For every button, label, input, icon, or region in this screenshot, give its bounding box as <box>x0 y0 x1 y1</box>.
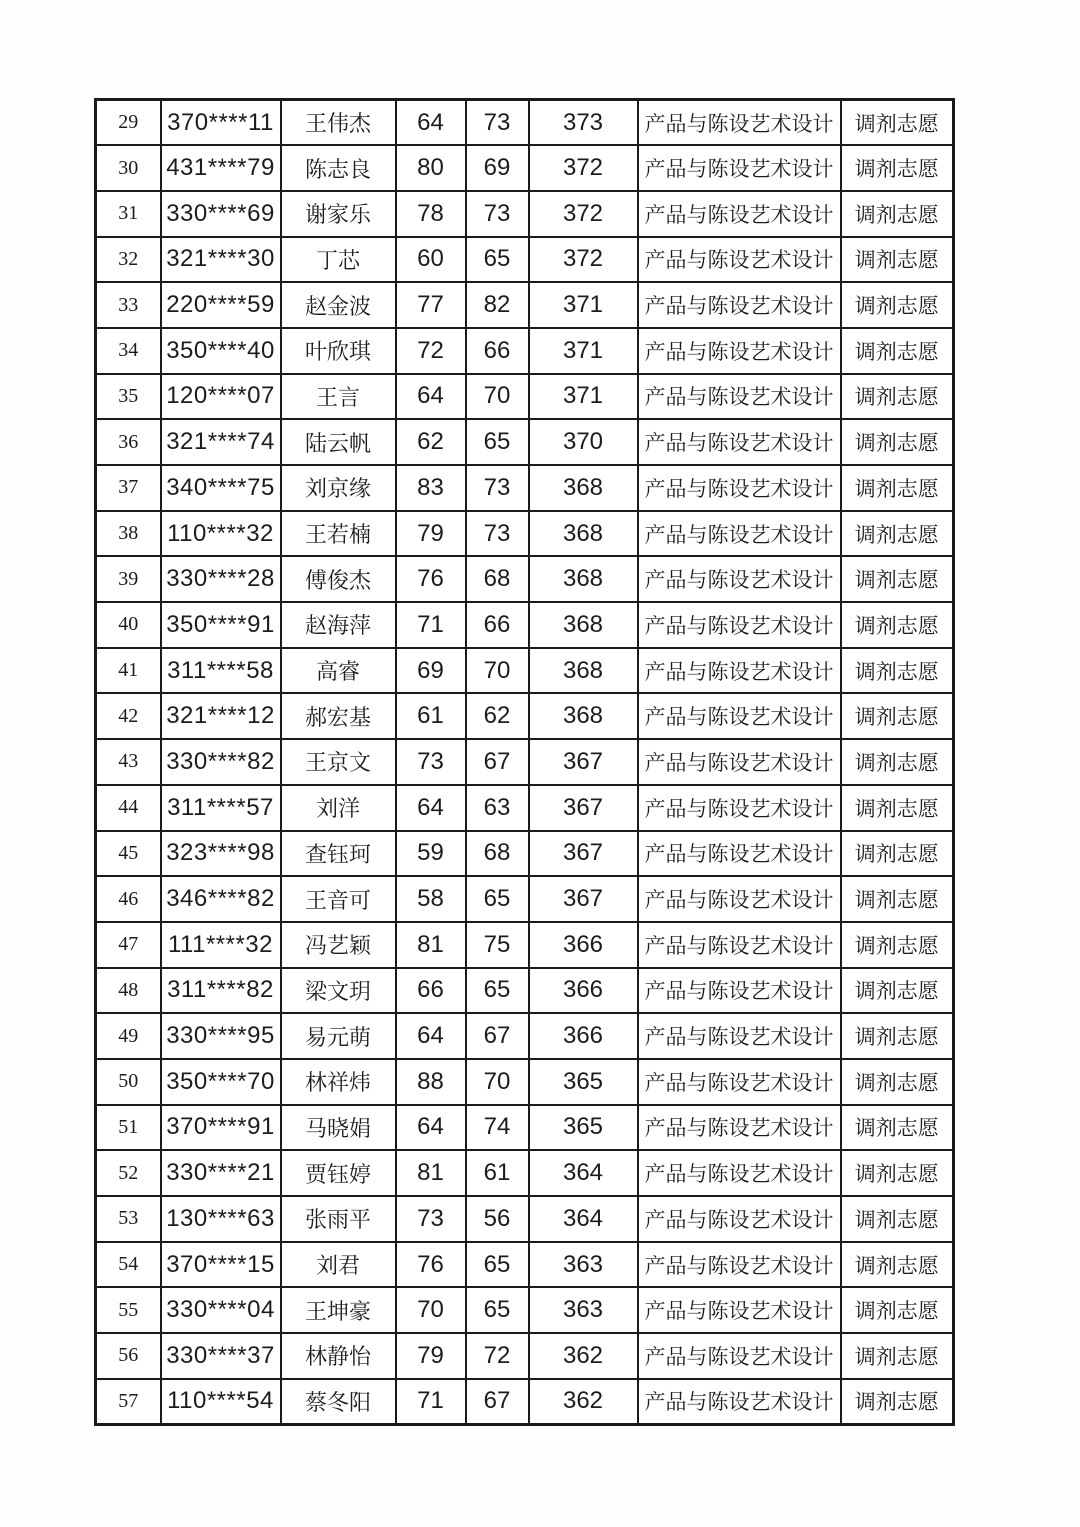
score-1-cell: 70 <box>396 1287 466 1333</box>
major-cell: 产品与陈设艺术设计 <box>638 1333 841 1379</box>
candidate-id-cell: 321****74 <box>161 419 281 465</box>
table-row <box>96 419 954 465</box>
total-score-cell: 368 <box>529 556 638 602</box>
total-score-cell: 372 <box>529 237 638 283</box>
candidate-name-cell: 梁文玥 <box>281 968 396 1014</box>
score-1-cell: 62 <box>396 419 466 465</box>
candidate-id-cell: 431****79 <box>161 145 281 191</box>
row-number-cell: 55 <box>96 1287 161 1333</box>
candidate-name-cell: 贾钰婷 <box>281 1150 396 1196</box>
score-1-cell: 60 <box>396 237 466 283</box>
score-1-cell: 64 <box>396 1105 466 1151</box>
score-2-cell: 73 <box>466 100 529 146</box>
score-2-cell: 74 <box>466 1105 529 1151</box>
score-1-cell: 78 <box>396 191 466 237</box>
score-2-cell: 65 <box>466 968 529 1014</box>
total-score-cell: 365 <box>529 1105 638 1151</box>
score-2-cell: 65 <box>466 1287 529 1333</box>
major-cell: 产品与陈设艺术设计 <box>638 1196 841 1242</box>
score-2-cell: 70 <box>466 648 529 694</box>
score-1-cell: 77 <box>396 282 466 328</box>
total-score-cell: 371 <box>529 328 638 374</box>
candidate-id-cell: 323****98 <box>161 831 281 877</box>
table-row <box>96 1105 954 1151</box>
major-cell: 产品与陈设艺术设计 <box>638 1013 841 1059</box>
candidate-name-cell: 傅俊杰 <box>281 556 396 602</box>
table-row <box>96 191 954 237</box>
table-row <box>96 1379 954 1425</box>
candidate-id-cell: 330****95 <box>161 1013 281 1059</box>
table-row <box>96 1287 954 1333</box>
preference-cell: 调剂志愿 <box>841 831 954 877</box>
score-2-cell: 67 <box>466 1379 529 1425</box>
row-number-cell: 54 <box>96 1242 161 1288</box>
preference-cell: 调剂志愿 <box>841 1333 954 1379</box>
major-cell: 产品与陈设艺术设计 <box>638 876 841 922</box>
preference-cell: 调剂志愿 <box>841 419 954 465</box>
candidate-id-cell: 311****82 <box>161 968 281 1014</box>
score-1-cell: 61 <box>396 693 466 739</box>
table-row <box>96 922 954 968</box>
total-score-cell: 368 <box>529 648 638 694</box>
preference-cell: 调剂志愿 <box>841 1287 954 1333</box>
row-number-cell: 45 <box>96 831 161 877</box>
preference-cell: 调剂志愿 <box>841 922 954 968</box>
score-2-cell: 65 <box>466 1242 529 1288</box>
score-1-cell: 81 <box>396 922 466 968</box>
table-row <box>96 831 954 877</box>
preference-cell: 调剂志愿 <box>841 328 954 374</box>
candidate-id-cell: 370****11 <box>161 100 281 146</box>
row-number-cell: 33 <box>96 282 161 328</box>
major-cell: 产品与陈设艺术设计 <box>638 1287 841 1333</box>
major-cell: 产品与陈设艺术设计 <box>638 145 841 191</box>
candidate-name-cell: 刘洋 <box>281 785 396 831</box>
table-row <box>96 876 954 922</box>
candidate-id-cell: 330****21 <box>161 1150 281 1196</box>
score-1-cell: 71 <box>396 602 466 648</box>
table-row <box>96 693 954 739</box>
preference-cell: 调剂志愿 <box>841 785 954 831</box>
candidate-name-cell: 叶欣琪 <box>281 328 396 374</box>
table-row <box>96 511 954 557</box>
score-2-cell: 72 <box>466 1333 529 1379</box>
total-score-cell: 367 <box>529 739 638 785</box>
score-2-cell: 56 <box>466 1196 529 1242</box>
candidate-id-cell: 350****91 <box>161 602 281 648</box>
candidate-name-cell: 林静怡 <box>281 1333 396 1379</box>
score-2-cell: 69 <box>466 145 529 191</box>
row-number-cell: 42 <box>96 693 161 739</box>
candidate-id-cell: 130****63 <box>161 1196 281 1242</box>
candidate-id-cell: 340****75 <box>161 465 281 511</box>
preference-cell: 调剂志愿 <box>841 237 954 283</box>
row-number-cell: 52 <box>96 1150 161 1196</box>
major-cell: 产品与陈设艺术设计 <box>638 922 841 968</box>
score-2-cell: 67 <box>466 739 529 785</box>
candidate-id-cell: 330****69 <box>161 191 281 237</box>
score-2-cell: 67 <box>466 1013 529 1059</box>
candidate-id-cell: 370****91 <box>161 1105 281 1151</box>
row-number-cell: 37 <box>96 465 161 511</box>
row-number-cell: 53 <box>96 1196 161 1242</box>
score-2-cell: 65 <box>466 237 529 283</box>
score-2-cell: 70 <box>466 374 529 420</box>
score-2-cell: 66 <box>466 602 529 648</box>
table-row <box>96 1013 954 1059</box>
major-cell: 产品与陈设艺术设计 <box>638 1379 841 1425</box>
total-score-cell: 372 <box>529 191 638 237</box>
total-score-cell: 363 <box>529 1242 638 1288</box>
major-cell: 产品与陈设艺术设计 <box>638 100 841 146</box>
score-1-cell: 66 <box>396 968 466 1014</box>
major-cell: 产品与陈设艺术设计 <box>638 556 841 602</box>
row-number-cell: 34 <box>96 328 161 374</box>
major-cell: 产品与陈设艺术设计 <box>638 739 841 785</box>
score-2-cell: 63 <box>466 785 529 831</box>
major-cell: 产品与陈设艺术设计 <box>638 191 841 237</box>
score-1-cell: 81 <box>396 1150 466 1196</box>
preference-cell: 调剂志愿 <box>841 465 954 511</box>
candidate-name-cell: 冯艺颖 <box>281 922 396 968</box>
candidate-id-cell: 350****40 <box>161 328 281 374</box>
row-number-cell: 32 <box>96 237 161 283</box>
total-score-cell: 371 <box>529 374 638 420</box>
candidate-name-cell: 易元萌 <box>281 1013 396 1059</box>
candidate-id-cell: 350****70 <box>161 1059 281 1105</box>
score-2-cell: 73 <box>466 191 529 237</box>
score-1-cell: 80 <box>396 145 466 191</box>
major-cell: 产品与陈设艺术设计 <box>638 602 841 648</box>
major-cell: 产品与陈设艺术设计 <box>638 465 841 511</box>
score-1-cell: 73 <box>396 1196 466 1242</box>
total-score-cell: 371 <box>529 282 638 328</box>
preference-cell: 调剂志愿 <box>841 1196 954 1242</box>
score-2-cell: 62 <box>466 693 529 739</box>
candidate-id-cell: 330****82 <box>161 739 281 785</box>
candidate-id-cell: 110****32 <box>161 511 281 557</box>
score-1-cell: 88 <box>396 1059 466 1105</box>
preference-cell: 调剂志愿 <box>841 1379 954 1425</box>
total-score-cell: 367 <box>529 785 638 831</box>
preference-cell: 调剂志愿 <box>841 968 954 1014</box>
candidate-id-cell: 330****28 <box>161 556 281 602</box>
major-cell: 产品与陈设艺术设计 <box>638 511 841 557</box>
candidate-id-cell: 330****37 <box>161 1333 281 1379</box>
total-score-cell: 366 <box>529 922 638 968</box>
row-number-cell: 30 <box>96 145 161 191</box>
preference-cell: 调剂志愿 <box>841 1059 954 1105</box>
candidate-name-cell: 林祥炜 <box>281 1059 396 1105</box>
row-number-cell: 40 <box>96 602 161 648</box>
score-1-cell: 72 <box>396 328 466 374</box>
preference-cell: 调剂志愿 <box>841 100 954 146</box>
row-number-cell: 50 <box>96 1059 161 1105</box>
preference-cell: 调剂志愿 <box>841 556 954 602</box>
table-row <box>96 100 954 146</box>
row-number-cell: 39 <box>96 556 161 602</box>
score-1-cell: 79 <box>396 1333 466 1379</box>
total-score-cell: 366 <box>529 1013 638 1059</box>
total-score-cell: 367 <box>529 831 638 877</box>
candidate-name-cell: 赵海萍 <box>281 602 396 648</box>
major-cell: 产品与陈设艺术设计 <box>638 693 841 739</box>
score-1-cell: 59 <box>396 831 466 877</box>
preference-cell: 调剂志愿 <box>841 1013 954 1059</box>
major-cell: 产品与陈设艺术设计 <box>638 237 841 283</box>
row-number-cell: 31 <box>96 191 161 237</box>
total-score-cell: 365 <box>529 1059 638 1105</box>
candidate-name-cell: 陆云帆 <box>281 419 396 465</box>
candidate-id-cell: 330****04 <box>161 1287 281 1333</box>
score-2-cell: 75 <box>466 922 529 968</box>
preference-cell: 调剂志愿 <box>841 648 954 694</box>
total-score-cell: 368 <box>529 511 638 557</box>
preference-cell: 调剂志愿 <box>841 191 954 237</box>
total-score-cell: 368 <box>529 465 638 511</box>
table-row <box>96 1059 954 1105</box>
candidate-name-cell: 马晓娟 <box>281 1105 396 1151</box>
major-cell: 产品与陈设艺术设计 <box>638 1242 841 1288</box>
candidate-name-cell: 刘京缘 <box>281 465 396 511</box>
candidate-name-cell: 王京文 <box>281 739 396 785</box>
score-1-cell: 64 <box>396 374 466 420</box>
score-1-cell: 58 <box>396 876 466 922</box>
score-1-cell: 71 <box>396 1379 466 1425</box>
total-score-cell: 366 <box>529 968 638 1014</box>
preference-cell: 调剂志愿 <box>841 511 954 557</box>
preference-cell: 调剂志愿 <box>841 739 954 785</box>
table-row <box>96 237 954 283</box>
candidate-name-cell: 张雨平 <box>281 1196 396 1242</box>
major-cell: 产品与陈设艺术设计 <box>638 374 841 420</box>
major-cell: 产品与陈设艺术设计 <box>638 1105 841 1151</box>
table-row <box>96 145 954 191</box>
preference-cell: 调剂志愿 <box>841 282 954 328</box>
candidate-id-cell: 311****58 <box>161 648 281 694</box>
row-number-cell: 56 <box>96 1333 161 1379</box>
row-number-cell: 57 <box>96 1379 161 1425</box>
preference-cell: 调剂志愿 <box>841 602 954 648</box>
major-cell: 产品与陈设艺术设计 <box>638 1059 841 1105</box>
candidate-name-cell: 王若楠 <box>281 511 396 557</box>
row-number-cell: 41 <box>96 648 161 694</box>
candidate-name-cell: 赵金波 <box>281 282 396 328</box>
table-row <box>96 602 954 648</box>
preference-cell: 调剂志愿 <box>841 1105 954 1151</box>
candidate-id-cell: 346****82 <box>161 876 281 922</box>
total-score-cell: 368 <box>529 602 638 648</box>
score-1-cell: 76 <box>396 1242 466 1288</box>
table-row <box>96 739 954 785</box>
row-number-cell: 49 <box>96 1013 161 1059</box>
score-1-cell: 79 <box>396 511 466 557</box>
score-2-cell: 68 <box>466 831 529 877</box>
score-1-cell: 64 <box>396 1013 466 1059</box>
candidate-id-cell: 110****54 <box>161 1379 281 1425</box>
table-row <box>96 648 954 694</box>
major-cell: 产品与陈设艺术设计 <box>638 1150 841 1196</box>
candidate-id-cell: 321****12 <box>161 693 281 739</box>
score-1-cell: 83 <box>396 465 466 511</box>
candidate-name-cell: 陈志良 <box>281 145 396 191</box>
preference-cell: 调剂志愿 <box>841 145 954 191</box>
candidate-id-cell: 370****15 <box>161 1242 281 1288</box>
total-score-cell: 364 <box>529 1196 638 1242</box>
candidate-name-cell: 王坤豪 <box>281 1287 396 1333</box>
score-2-cell: 65 <box>466 419 529 465</box>
score-2-cell: 65 <box>466 876 529 922</box>
total-score-cell: 373 <box>529 100 638 146</box>
results-table-body <box>96 100 954 1425</box>
total-score-cell: 370 <box>529 419 638 465</box>
row-number-cell: 36 <box>96 419 161 465</box>
candidate-name-cell: 王言 <box>281 374 396 420</box>
table-row <box>96 556 954 602</box>
candidate-id-cell: 111****32 <box>161 922 281 968</box>
table-row <box>96 1333 954 1379</box>
score-1-cell: 69 <box>396 648 466 694</box>
major-cell: 产品与陈设艺术设计 <box>638 968 841 1014</box>
candidate-id-cell: 220****59 <box>161 282 281 328</box>
candidate-name-cell: 郝宏基 <box>281 693 396 739</box>
candidate-name-cell: 王伟杰 <box>281 100 396 146</box>
row-number-cell: 29 <box>96 100 161 146</box>
row-number-cell: 47 <box>96 922 161 968</box>
score-2-cell: 73 <box>466 511 529 557</box>
candidate-name-cell: 查钰珂 <box>281 831 396 877</box>
row-number-cell: 46 <box>96 876 161 922</box>
score-1-cell: 64 <box>396 785 466 831</box>
table-row <box>96 328 954 374</box>
table-row <box>96 785 954 831</box>
total-score-cell: 367 <box>529 876 638 922</box>
candidate-name-cell: 刘君 <box>281 1242 396 1288</box>
major-cell: 产品与陈设艺术设计 <box>638 419 841 465</box>
major-cell: 产品与陈设艺术设计 <box>638 831 841 877</box>
total-score-cell: 364 <box>529 1150 638 1196</box>
total-score-cell: 362 <box>529 1379 638 1425</box>
row-number-cell: 38 <box>96 511 161 557</box>
candidate-name-cell: 王音可 <box>281 876 396 922</box>
candidate-name-cell: 丁芯 <box>281 237 396 283</box>
preference-cell: 调剂志愿 <box>841 693 954 739</box>
score-1-cell: 73 <box>396 739 466 785</box>
table-row <box>96 1150 954 1196</box>
row-number-cell: 43 <box>96 739 161 785</box>
row-number-cell: 48 <box>96 968 161 1014</box>
total-score-cell: 362 <box>529 1333 638 1379</box>
table-row <box>96 1196 954 1242</box>
major-cell: 产品与陈设艺术设计 <box>638 282 841 328</box>
score-2-cell: 82 <box>466 282 529 328</box>
table-row <box>96 1242 954 1288</box>
table-row <box>96 465 954 511</box>
score-1-cell: 76 <box>396 556 466 602</box>
score-2-cell: 70 <box>466 1059 529 1105</box>
total-score-cell: 368 <box>529 693 638 739</box>
candidate-name-cell: 蔡冬阳 <box>281 1379 396 1425</box>
preference-cell: 调剂志愿 <box>841 1242 954 1288</box>
major-cell: 产品与陈设艺术设计 <box>638 785 841 831</box>
candidate-id-cell: 321****30 <box>161 237 281 283</box>
major-cell: 产品与陈设艺术设计 <box>638 648 841 694</box>
major-cell: 产品与陈设艺术设计 <box>638 328 841 374</box>
score-2-cell: 66 <box>466 328 529 374</box>
preference-cell: 调剂志愿 <box>841 374 954 420</box>
preference-cell: 调剂志愿 <box>841 876 954 922</box>
candidate-id-cell: 120****07 <box>161 374 281 420</box>
table-row <box>96 282 954 328</box>
admission-results-table <box>94 98 955 1426</box>
total-score-cell: 363 <box>529 1287 638 1333</box>
score-2-cell: 73 <box>466 465 529 511</box>
preference-cell: 调剂志愿 <box>841 1150 954 1196</box>
row-number-cell: 51 <box>96 1105 161 1151</box>
candidate-id-cell: 311****57 <box>161 785 281 831</box>
candidate-name-cell: 谢家乐 <box>281 191 396 237</box>
score-2-cell: 61 <box>466 1150 529 1196</box>
score-1-cell: 64 <box>396 100 466 146</box>
candidate-name-cell: 高睿 <box>281 648 396 694</box>
table-row <box>96 374 954 420</box>
total-score-cell: 372 <box>529 145 638 191</box>
row-number-cell: 35 <box>96 374 161 420</box>
score-2-cell: 68 <box>466 556 529 602</box>
row-number-cell: 44 <box>96 785 161 831</box>
table-row <box>96 968 954 1014</box>
